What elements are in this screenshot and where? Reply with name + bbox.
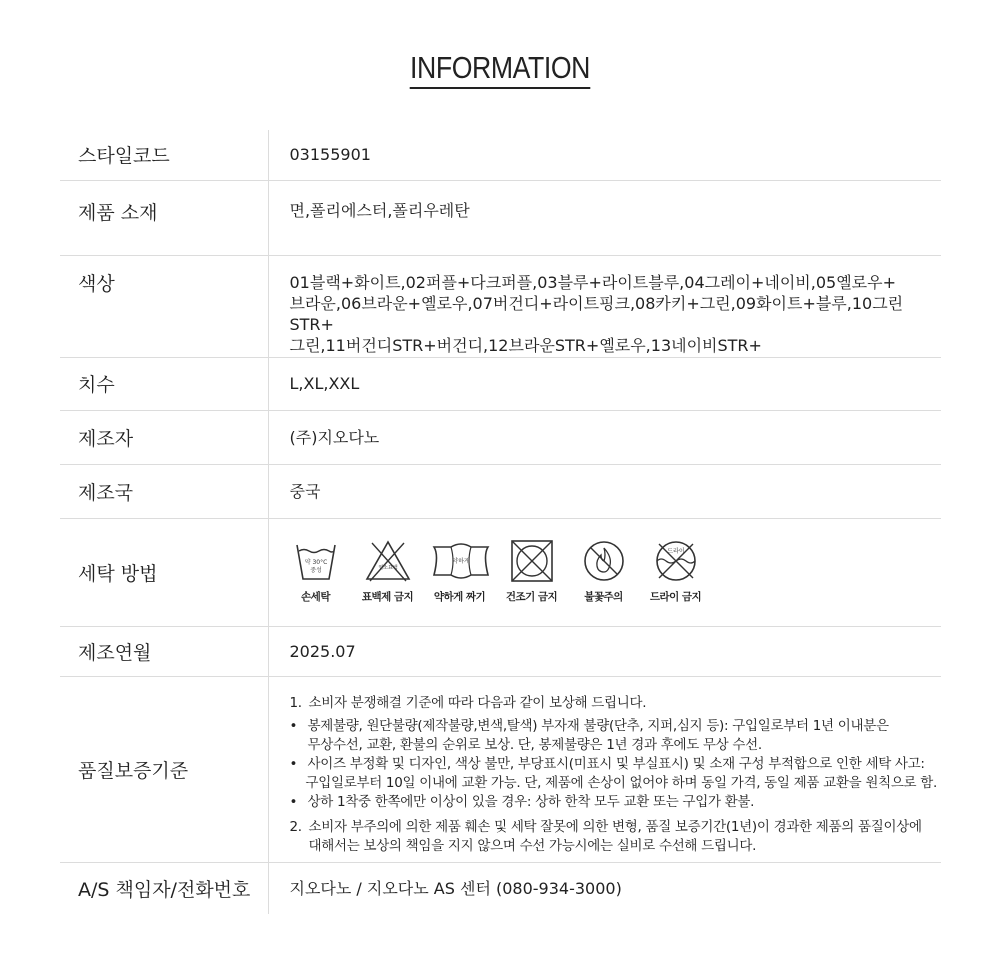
row-label-material: 제품 소재 [60,180,268,255]
row-label-date: 제조연월 [60,626,268,676]
care-caption: 불꽃주의 [584,590,623,603]
quality-bullets [289,717,942,812]
care-caption: 건조기 금지 [505,590,558,603]
row-value-as: 지오다노 / 지오다노 AS 센터 (080-934-3000) [289,878,622,898]
information-table [60,130,941,914]
row-value-size: L,XL,XXL [268,357,941,410]
table-row [60,180,941,255]
table-row [60,255,941,357]
svg-text:염소표백: 염소표백 [377,564,398,571]
row-label-washing: 세탁 방법 [60,518,268,626]
care-hand-wash [287,539,345,608]
row-value-maker: (주)지오다노 [268,410,941,464]
gentle-wring-icon [431,539,491,583]
care-icons [287,519,942,608]
list-item: • 사이즈 부정확 및 디자인, 색상 불만, 부당표시(미표시 및 부실표시) 및 소재 구성 부적합으로 인한 세탁 사고: 구입일로부터 10일 이내에 교환 가능. 단, 제품에 손상이 없어야 하며 동일 가격, 동일 제품 교환을 원칙으로 함. [289,755,938,791]
list-item: 1. 소비자 분쟁해결 기준에 따라 다음과 같이 보상해 드립니다. [289,694,647,711]
no-dry-clean-icon [653,539,699,583]
color-line: 01블랙+화이트,02퍼플+다크퍼플,03블루+라이트블루,04그레이+네이비,05옐로우+ [289,272,896,292]
table-row [60,676,941,862]
care-no-tumble-dry [503,539,561,608]
table-row [60,130,941,180]
table-row [60,518,941,626]
care-caption: 손세탁 [301,590,330,603]
hand-wash-icon [294,539,338,583]
table-row [60,626,941,676]
row-value-material: 면,폴리에스터,폴리우레탄 [268,180,941,255]
list-item: • 봉제불량, 원단불량(제작불량,변색,탈색) 부자재 불량(단추, 지퍼,심지 등): 구입일로부터 1년 이내분은 무상수선, 교환, 환불의 순위로 보상. 단, 봉제불량은 1년 경과 후에도 무상 수선. [289,717,889,753]
care-fire-caution [575,539,633,608]
row-label-quality: 품질보증기준 [60,676,268,862]
color-line: 그린,11버건디STR+버건디,12브라운STR+옐로우,13네이비STR+ [289,335,762,355]
row-value-country: 중국 [268,464,941,518]
care-no-dry-clean [647,539,705,608]
list-item [290,717,942,812]
table-row [60,410,941,464]
row-label-style-code: 스타일코드 [60,130,268,180]
care-caption: 드라이 금지 [649,590,702,603]
table-row [60,862,941,914]
row-label-maker: 제조자 [60,410,268,464]
row-value-date: 2025.07 [268,626,941,676]
list-item: • 상하 1착중 한쪽에만 이상이 있을 경우: 상하 한착 모두 교환 또는 구입가 환불. [289,793,755,810]
row-value-washing [268,518,941,626]
row-label-country: 제조국 [60,464,268,518]
table-row [60,464,941,518]
quality-list [290,694,942,856]
fire-caution-icon [582,539,626,583]
page-title: INFORMATION [70,50,930,89]
row-value-color [268,255,941,357]
svg-text:약 30°C: 약 30°C [304,558,327,566]
care-no-bleach [359,539,417,608]
svg-text:드라이: 드라이 [666,547,685,555]
color-line: 브라운,06브라운+옐로우,07버건디+라이트핑크,08카키+그린,09화이트+블루,10그린STR+ [289,293,904,334]
row-value-style-code: 03155901 [268,130,941,180]
table-row [60,357,941,410]
care-caption: 약하게 짜기 [433,590,486,603]
care-caption: 표백제 금지 [361,590,414,603]
row-label-as: A/S 책임자/전화번호 [60,862,268,914]
no-tumble-dry-icon [509,539,555,583]
row-value-quality [268,676,941,862]
no-bleach-icon [364,539,412,583]
row-label-color: 색상 [60,255,268,357]
list-item: 2. 소비자 부주의에 의한 제품 훼손 및 세탁 잘못에 의한 변형, 품질 보증기간(1년)이 경과한 제품의 품질이상에 대해서는 보상의 책임을 지지 않으며 수선 가능시에는 실비로 수선해 드립니다. [289,818,922,854]
header [0,0,1000,130]
care-gentle-wring [431,539,489,608]
row-label-size: 치수 [60,357,268,410]
svg-text:중성: 중성 [309,566,322,574]
svg-text:약하게: 약하게 [451,557,470,565]
